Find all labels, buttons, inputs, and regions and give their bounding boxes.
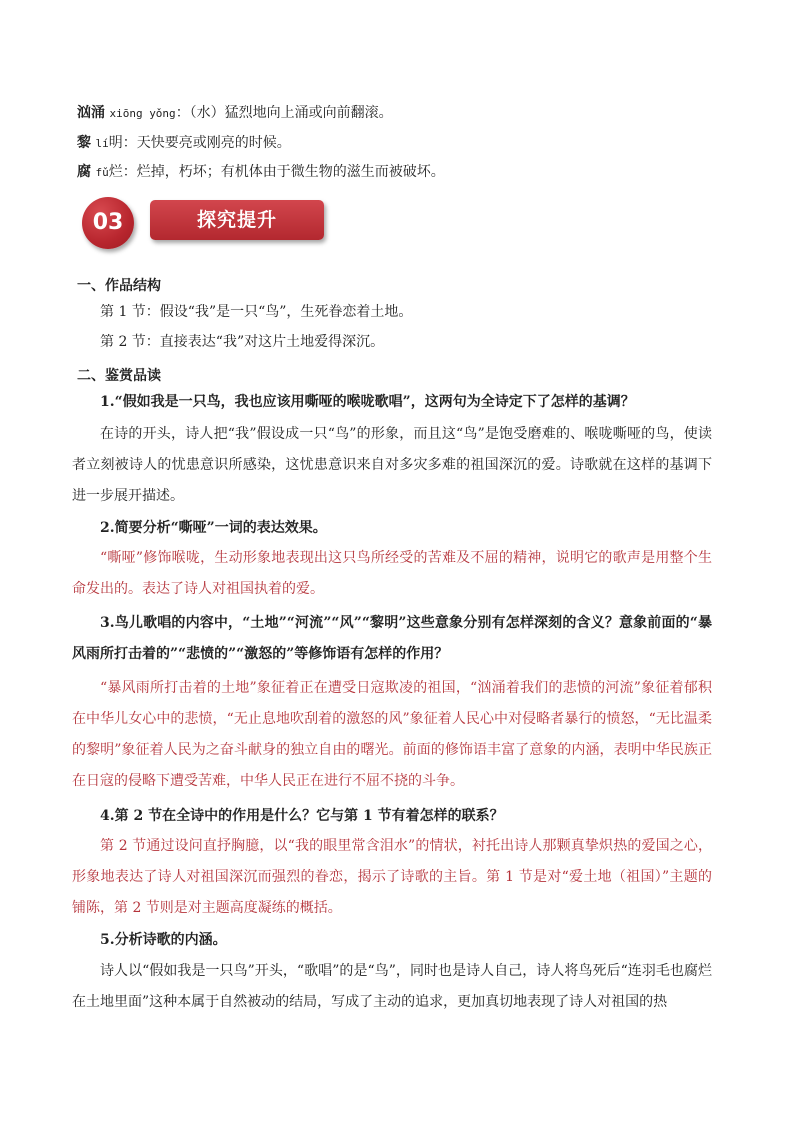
vocab-pinyin: xiōng yǒng bbox=[109, 107, 176, 120]
question-4: 4.第 2 节在全诗中的作用是什么？它与第 1 节有着怎样的联系？ bbox=[100, 808, 504, 824]
vocab-pinyin: fǔ bbox=[95, 166, 109, 179]
vocab-term: 腐 bbox=[77, 164, 91, 180]
vocab-definition: 烂：烂掉，朽坏；有机体由于微生物的滋生而被破坏。 bbox=[108, 164, 445, 180]
vocab-line bbox=[77, 162, 445, 183]
appreciation-heading: 二、鉴赏品读 bbox=[77, 368, 161, 384]
vocab-term: 黎 bbox=[77, 135, 91, 151]
question-2: 2.简要分析“嘶哑”一词的表达效果。 bbox=[100, 520, 327, 536]
structure-heading: 一、作品结构 bbox=[77, 278, 161, 294]
answer-1: 在诗的开头，诗人把“我”假设成一只“鸟”的形象，而且这“鸟”是饱受磨难的、喉咙嘶哑的鸟，使读者立刻被诗人的忧患意识所感染，这忧患意识来自对多灾多难的祖国深沉的爱。诗歌就在这样的基调下进一步展开描述。 bbox=[72, 426, 712, 504]
answer-5: 诗人以“假如我是一只鸟”开头，“歌唱”的是“鸟”，同时也是诗人自己，诗人将鸟死后“连羽毛也腐烂在土地里面”这种本属于自然被动的结局，写成了主动的追求，更加真切地表现了诗人对祖国的热 bbox=[72, 963, 712, 1010]
vocab-line bbox=[77, 133, 291, 154]
vocab-definition: 明：天快要亮或刚亮的时候。 bbox=[108, 135, 291, 151]
section-number: 03 bbox=[92, 210, 124, 235]
question-3: 3.鸟儿歌唱的内容中，“土地”“河流”“风”“黎明”这些意象分别有怎样深刻的含义？意象前面的“暴风雨所打击着的”“悲愤的”“激怒的”等修饰语有怎样的作用？ bbox=[72, 615, 712, 662]
section-number-badge bbox=[82, 197, 134, 249]
answer-4: 第 2 节通过设问直抒胸臆，以“我的眼里常含泪水”的情状，衬托出诗人那颗真挚炽热的爱国之心，形象地表达了诗人对祖国深沉而强烈的眷恋，揭示了诗歌的主旨。第 1 节是对“爱土地（祖国）”主题的铺陈，第 2 节则是对主题高度凝练的概括。 bbox=[72, 838, 712, 916]
vocab-pinyin: lí bbox=[95, 137, 109, 150]
answer-2: “嘶哑”修饰喉咙，生动形象地表现出这只鸟所经受的苦难及不屈的精神，说明它的歌声是用整个生命发出的。表达了诗人对祖国执着的爱。 bbox=[72, 550, 712, 597]
vocab-line bbox=[77, 103, 393, 124]
question-5: 5.分析诗歌的内涵。 bbox=[100, 932, 227, 948]
section-banner bbox=[76, 193, 336, 253]
vocab-term: 汹涌 bbox=[77, 105, 105, 121]
structure-item: 第 1 节：假设“我”是一只“鸟”，生死眷恋着土地。 bbox=[100, 304, 413, 320]
question-1: 1.“假如我是一只鸟，我也应该用嘶哑的喉咙歌唱”，这两句为全诗定下了怎样的基调？ bbox=[100, 394, 635, 410]
section-title-bar bbox=[150, 200, 324, 240]
structure-item: 第 2 节：直接表达“我”对这片土地爱得深沉。 bbox=[100, 334, 385, 350]
section-title: 探究提升 bbox=[196, 209, 277, 231]
answer-3: “暴风雨所打击着的土地”象征着正在遭受日寇欺凌的祖国，“汹涌着我们的悲愤的河流”象征着郁积在中华儿女心中的悲愤，“无止息地吹刮着的激怒的风”象征着人民心中对侵略者暴行的愤怒，“无比温柔的黎明”象征着人民为之奋斗献身的独立自由的曙光。前面的修饰语丰富了意象的内涵，表明中华民族正在日寇的侵略下遭受苦难，中华人民正在进行不屈不挠的斗争。 bbox=[72, 680, 712, 789]
vocab-definition: ：（水）猛烈地向上涌或向前翻滚。 bbox=[175, 105, 393, 121]
